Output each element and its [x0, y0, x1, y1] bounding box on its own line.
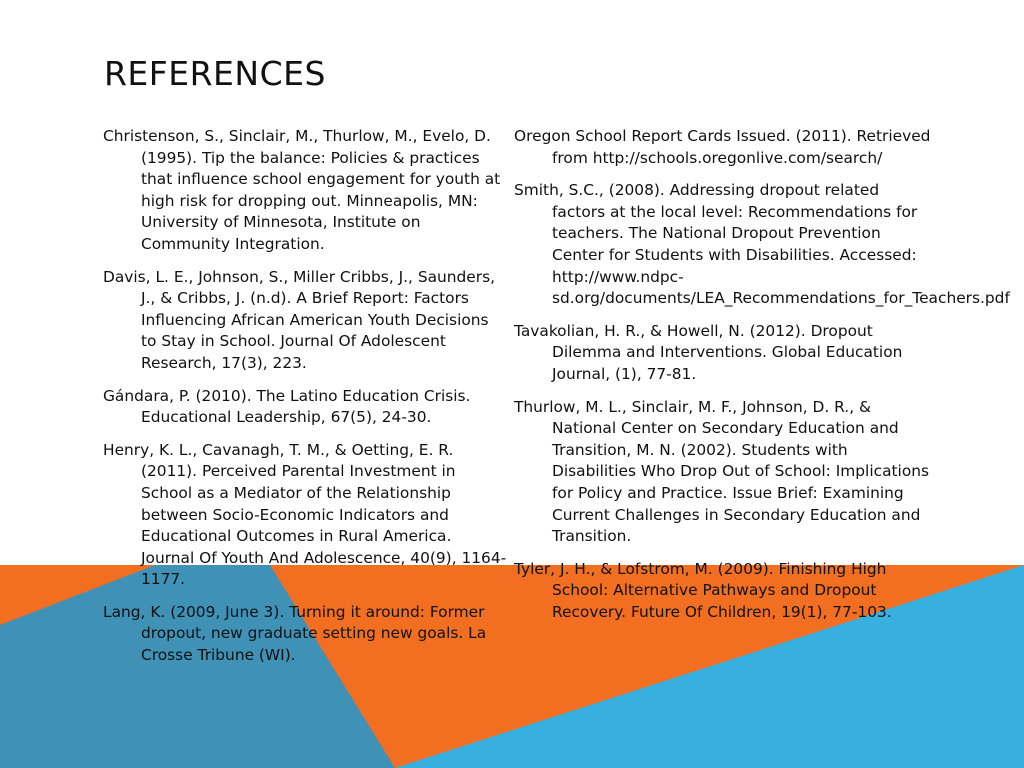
reference-item: Tyler, J. H., & Lofstrom, M. (2009). Finishing High School: Alternative Pathways and Dropout Recovery. Future Of Children, 19(1), 77-103. — [514, 559, 892, 621]
reference-item: Smith, S.C., (2008). Addressing dropout related factors at the local level: Recommendations for teachers. The National Dropout Prevention Center for Students with Disabilities. Accessed: http://www.ndpc-sd.org/documents/LEA_Recommendations_for_Teachers.pdf — [514, 181, 1010, 308]
reference-item: Davis, L. E., Johnson, S., Miller Cribbs, J., Saunders, J., & Cribbs, J. (n.d). A Brief Report: Factors Influencing African American Youth Decisions to Stay in School. Journal Of Adolescent Research, 17(3), 223. — [103, 267, 496, 372]
reference-item: Oregon School Report Cards Issued. (2011). Retrieved from http://schools.oregonlive.com/search/ — [514, 127, 931, 167]
page-title: REFERENCES — [104, 54, 326, 93]
left-reference-list — [103, 126, 508, 678]
reference-item: Tavakolian, H. R., & Howell, N. (2012). Dropout Dilemma and Interventions. Global Education Journal, (1), 77-81. — [514, 321, 903, 383]
reference-item: Christenson, S., Sinclair, M., Thurlow, M., Evelo, D. (1995). Tip the balance: Policies & practices that influence school engagement for youth at high risk for dropping out. Minneapolis, MN: University of Minnesota, Institute on Community Integration. — [103, 127, 501, 253]
reference-item: Henry, K. L., Cavanagh, T. M., & Oetting, E. R. (2011). Perceived Parental Investment in School as a Mediator of the Relationship between Socio-Economic Indicators and Educational Outcomes in Rural America. Journal Of Youth And Adolescence, 40(9), 1164-1177. — [103, 440, 507, 589]
right-reference-list — [514, 126, 1010, 634]
reference-item: Gándara, P. (2010). The Latino Education Crisis. Educational Leadership, 67(5), 24-30. — [103, 386, 471, 427]
reference-item: Thurlow, M. L., Sinclair, M. F., Johnson, D. R., & National Center on Secondary Education and Transition, M. N. (2002). Students with Disabilities Who Drop Out of School: Implications for Policy and Practice. Issue Brief: Examining Current Challenges in Secondary Education and Transition. — [514, 397, 930, 546]
reference-item: Lang, K. (2009, June 3). Turning it around: Former dropout, new graduate setting new goals. La Crosse Tribune (WI). — [103, 602, 487, 665]
